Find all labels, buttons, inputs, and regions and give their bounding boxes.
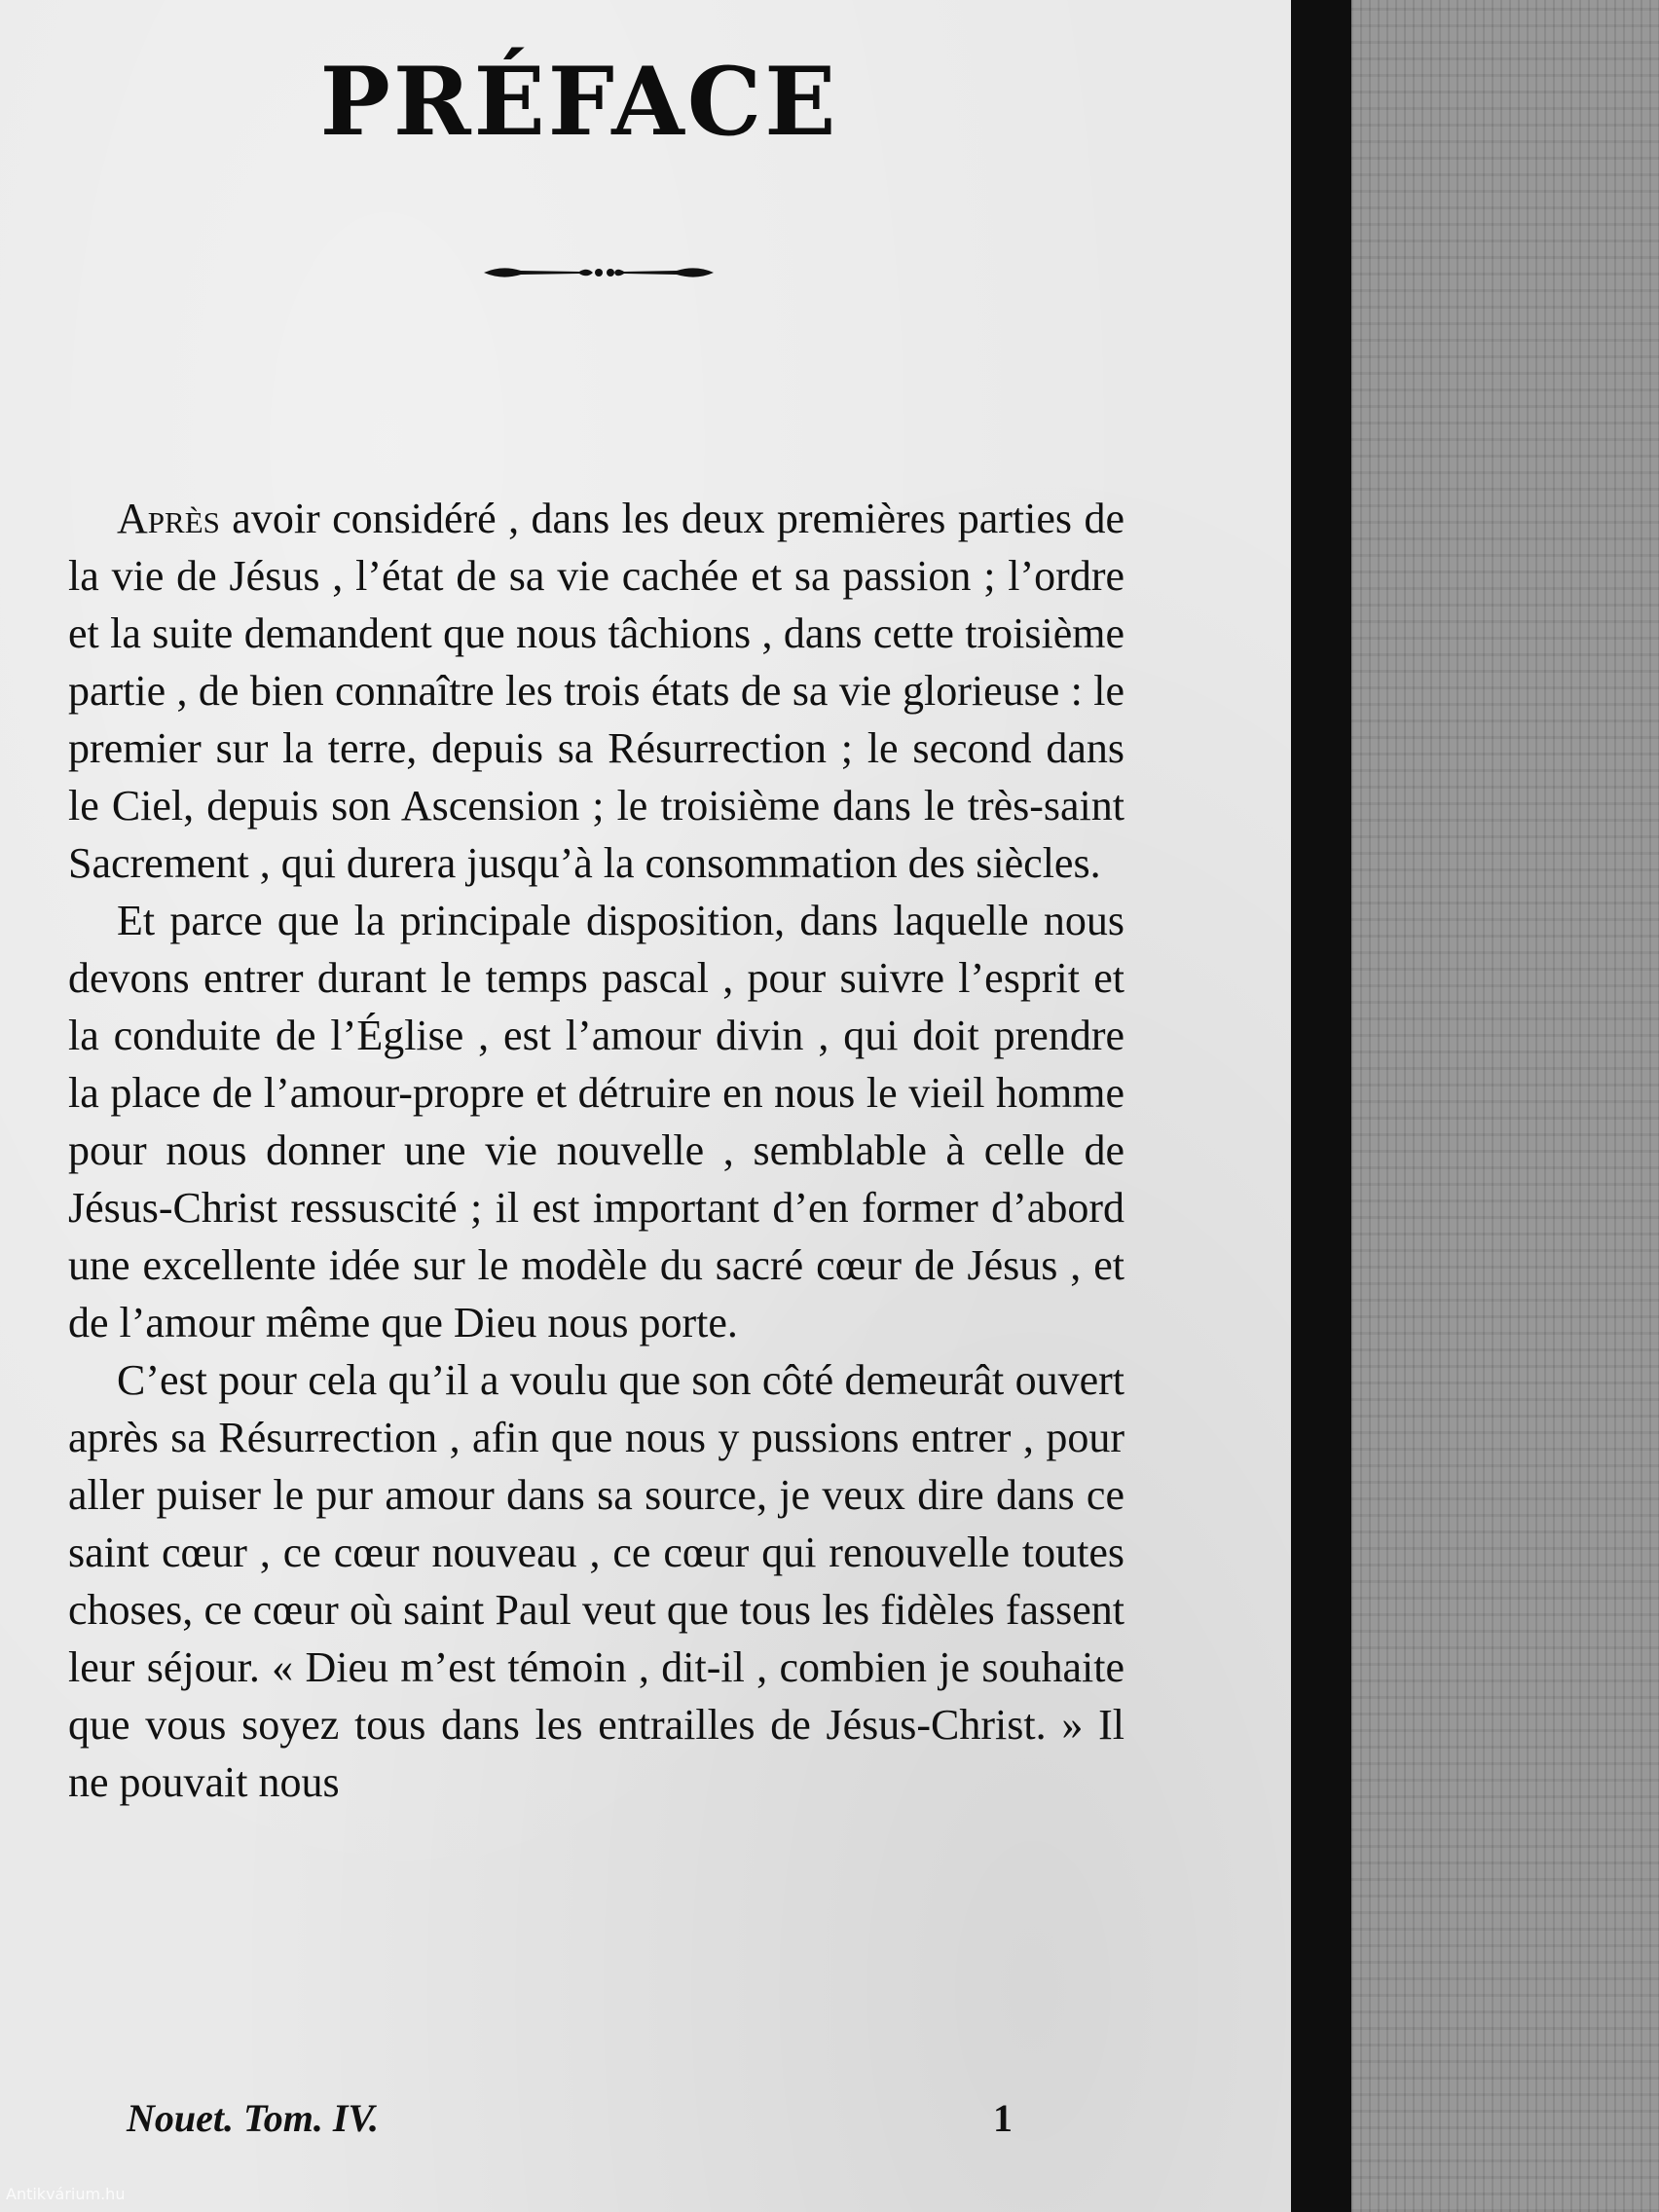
preface-body: [68, 490, 1124, 1811]
paragraph-1-text: avoir considéré , dans les deux premières parties de la vie de Jésus , l’état de sa vie cachée et sa passion ; l’ordre et la suite demandent que nous tâchions , dans cette troisième partie , de bien connaître les trois états de sa vie glorieuse : le premier sur la terre, depuis sa Résurrection ; le second dans le Ciel, depuis son Ascension ; le troisième dans le très-saint Sacrement , qui durera jusqu’à la consommation des siècles.: [68, 495, 1124, 887]
watermark-label: Antikvárium.hu: [6, 2185, 126, 2203]
page-number: 1: [993, 2096, 1013, 2140]
paragraph-2: [68, 892, 1124, 1351]
paragraph-1: [68, 490, 1124, 892]
binding-shadow: [1291, 0, 1351, 2212]
flourish-ornament-icon: [482, 261, 716, 284]
page-title: PRÉFACE: [319, 47, 839, 157]
paragraph-1-first-word: Après: [117, 495, 220, 542]
paragraph-3-text: C’est pour cela qu’il a voulu que son côté demeurât ouvert après sa Résurrection , afin que nous y pussions entrer , pour aller puiser le pur amour dans sa source, je veux dire dans ce saint cœur , ce cœur nouveau , ce cœur qui renouvelle toutes choses, ce cœur où saint Paul veut que tous les fidèles fassent leur séjour. « Dieu m’est témoin , dit-il , combien je souhaite que vous soyez tous dans les entrailles de Jésus-Christ. » Il ne pouvait nous: [68, 1356, 1124, 1806]
paragraph-2-text: Et parce que la principale disposition, dans laquelle nous devons entrer durant le temps pascal , pour suivre l’esprit et la conduite de l’Église , est l’amour divin , qui doit prendre la place de l’amour-propre et détruire en nous le vieil homme pour nous donner une vie nouvelle , semblable à celle de Jésus-Christ ressuscité ; il est important d’en former d’abord une excellente idée sur le modèle du sacré cœur de Jésus , et de l’amour même que Dieu nous porte.: [68, 897, 1124, 1346]
adjacent-page: [1351, 0, 1659, 2212]
paragraph-3: [68, 1351, 1124, 1811]
signature-mark: Nouet. Tom. IV.: [127, 2096, 379, 2140]
